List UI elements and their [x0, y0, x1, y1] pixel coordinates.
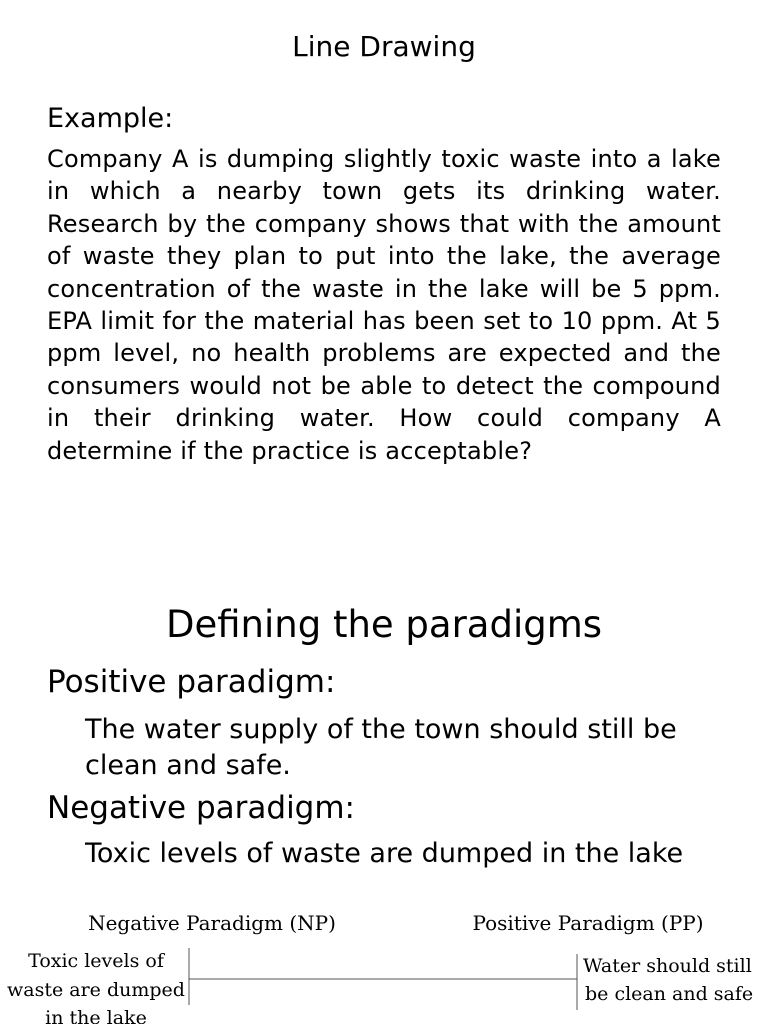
- negative-paradigm-label: Negative paradigm:: [47, 790, 356, 826]
- np-text-line-1: Toxic levels of: [28, 950, 164, 972]
- pp-text-line-1: Water should still: [583, 955, 752, 977]
- negative-paradigm-text-clip: [85, 836, 745, 894]
- positive-paradigm-label: Positive paradigm:: [47, 664, 336, 700]
- np-text-line-3: in the lake: [45, 1007, 147, 1024]
- slide-title-defining-paradigms: Defining the paradigms: [165, 603, 603, 646]
- paradigm-line-diagram: [0, 893, 768, 1024]
- example-label: Example:: [47, 103, 174, 134]
- slide-title-line-drawing: Line Drawing: [292, 30, 476, 63]
- np-heading: Negative Paradigm (NP): [88, 911, 336, 935]
- positive-paradigm-text: The water supply of the town should still be clean and safe.: [85, 714, 677, 781]
- example-paragraph: Company A is dumping slightly toxic waste into a lake in which a nearby town gets its drinking water. Research by the company shows that with the amount of waste they plan to put into the lake, the average concentration of the waste in the lake will be 5 ppm. EPA limit for the material has been set to 10 ppm. At 5 ppm level, no health problems are expected and the consumers would not be able to detect the compound in their drinking water. How could company A determine if the practice is acceptable?: [47, 145, 721, 465]
- pp-text-line-2: be clean and safe: [585, 983, 754, 1005]
- pp-heading: Positive Paradigm (PP): [472, 911, 704, 935]
- np-text-line-2: waste are dumped: [7, 979, 185, 1001]
- negative-paradigm-text: Toxic levels of waste are dumped in the lake: [85, 838, 684, 869]
